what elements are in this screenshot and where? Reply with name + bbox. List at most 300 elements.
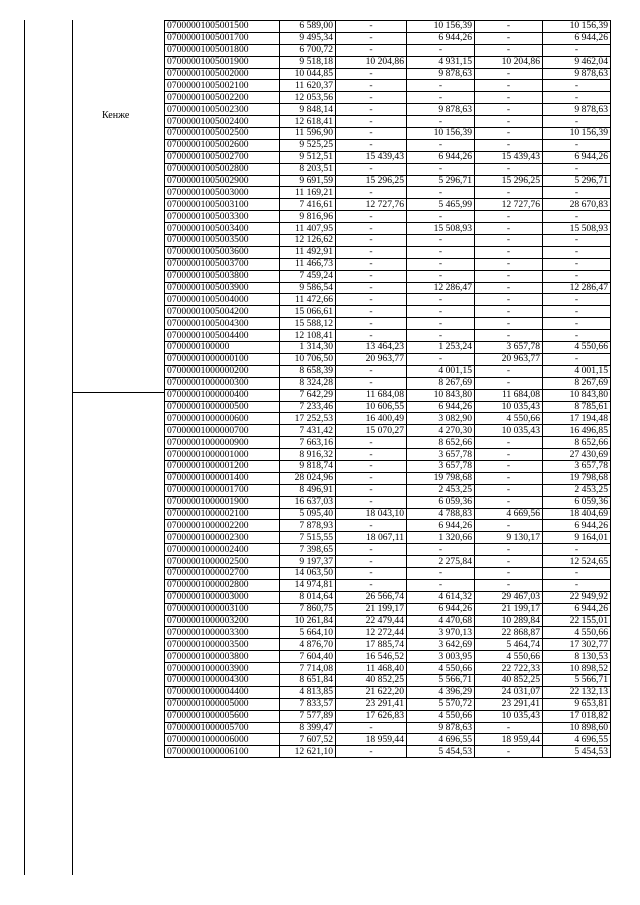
value-cell: - xyxy=(336,318,407,330)
value-cell: 1 314,30 xyxy=(280,342,336,354)
value-cell: 8 785,61 xyxy=(543,401,611,413)
value-cell: 8 014,64 xyxy=(280,591,336,603)
value-cell: - xyxy=(407,294,475,306)
value-cell: - xyxy=(407,163,475,175)
value-cell: 7 577,89 xyxy=(280,710,336,722)
value-cell: - xyxy=(336,139,407,151)
row-code-cell: 07000001005002500 xyxy=(165,128,280,140)
row-code-cell: 07000001000000700 xyxy=(165,425,280,437)
value-cell: 5 664,10 xyxy=(280,627,336,639)
value-cell: - xyxy=(407,258,475,270)
table-row xyxy=(165,116,611,128)
value-cell: - xyxy=(475,246,543,258)
value-cell: 9 691,59 xyxy=(280,175,336,187)
value-cell: 16 496,85 xyxy=(543,425,611,437)
value-cell: - xyxy=(336,163,407,175)
value-cell: 15 439,43 xyxy=(336,151,407,163)
data-table-body xyxy=(165,21,611,758)
value-cell: - xyxy=(475,318,543,330)
value-cell: - xyxy=(475,21,543,33)
value-cell: 4 270,30 xyxy=(407,425,475,437)
value-cell: 4 550,66 xyxy=(543,342,611,354)
value-cell: - xyxy=(336,187,407,199)
table-row xyxy=(165,187,611,199)
value-cell: 15 296,25 xyxy=(475,175,543,187)
table-row xyxy=(165,294,611,306)
value-cell: 6 059,36 xyxy=(543,496,611,508)
value-cell: 15 066,61 xyxy=(280,306,336,318)
table-row xyxy=(165,520,611,532)
table-row xyxy=(165,425,611,437)
value-cell: - xyxy=(336,258,407,270)
value-cell: - xyxy=(475,722,543,734)
value-cell: 12 053,56 xyxy=(280,92,336,104)
value-cell: 8 916,32 xyxy=(280,449,336,461)
value-cell: 9 164,01 xyxy=(543,532,611,544)
row-code-cell: 07000001005003800 xyxy=(165,270,280,282)
value-cell: 7 515,55 xyxy=(280,532,336,544)
value-cell: - xyxy=(336,128,407,140)
table-row xyxy=(165,223,611,235)
value-cell: - xyxy=(336,365,407,377)
value-cell: - xyxy=(407,579,475,591)
row-code-cell: 07000001000005000 xyxy=(165,698,280,710)
value-cell: - xyxy=(336,223,407,235)
value-cell: 9 878,63 xyxy=(543,104,611,116)
value-cell: 10 204,86 xyxy=(336,56,407,68)
value-cell: 16 400,49 xyxy=(336,413,407,425)
table-row xyxy=(165,175,611,187)
table-row xyxy=(165,389,611,401)
value-cell: - xyxy=(336,294,407,306)
value-cell: 8 203,51 xyxy=(280,163,336,175)
value-cell: 5 464,74 xyxy=(475,639,543,651)
value-cell: 10 843,80 xyxy=(407,389,475,401)
value-cell: 18 959,44 xyxy=(475,734,543,746)
value-cell: 15 296,25 xyxy=(336,175,407,187)
table-row xyxy=(165,80,611,92)
value-cell: 7 431,42 xyxy=(280,425,336,437)
value-cell: - xyxy=(407,44,475,56)
table-row xyxy=(165,698,611,710)
value-cell: - xyxy=(336,484,407,496)
value-cell: 9 525,25 xyxy=(280,139,336,151)
data-table xyxy=(164,20,611,758)
value-cell: - xyxy=(475,579,543,591)
value-cell: - xyxy=(543,211,611,223)
table-row xyxy=(165,663,611,675)
value-cell: - xyxy=(543,163,611,175)
value-cell: 3 657,78 xyxy=(475,342,543,354)
value-cell: 8 651,84 xyxy=(280,674,336,686)
row-code-cell: 07000001000006100 xyxy=(165,746,280,758)
value-cell: 8 267,69 xyxy=(543,377,611,389)
row-code-cell: 07000001000003800 xyxy=(165,651,280,663)
value-cell: 12 126,62 xyxy=(280,235,336,247)
value-cell: - xyxy=(407,353,475,365)
row-code-cell: 07000001000001900 xyxy=(165,496,280,508)
table-row xyxy=(165,556,611,568)
table-row xyxy=(165,674,611,686)
value-cell: 5 454,53 xyxy=(543,746,611,758)
row-code-cell: 07000001005001700 xyxy=(165,32,280,44)
value-cell: 17 018,82 xyxy=(543,710,611,722)
row-code-cell: 07000001000001200 xyxy=(165,460,280,472)
table-row xyxy=(165,21,611,33)
value-cell: 28 670,83 xyxy=(543,199,611,211)
value-cell: - xyxy=(336,449,407,461)
section-label: Кенже xyxy=(102,110,130,121)
value-cell: - xyxy=(543,258,611,270)
value-cell: - xyxy=(336,496,407,508)
value-cell: - xyxy=(407,235,475,247)
row-code-cell: 07000001005004400 xyxy=(165,330,280,342)
value-cell: - xyxy=(543,353,611,365)
value-cell: 10 843,80 xyxy=(543,389,611,401)
value-cell: - xyxy=(475,520,543,532)
value-cell: - xyxy=(475,496,543,508)
value-cell: 23 291,41 xyxy=(336,698,407,710)
value-cell: - xyxy=(407,330,475,342)
value-cell: 4 931,15 xyxy=(407,56,475,68)
value-cell: 4 470,68 xyxy=(407,615,475,627)
value-cell: 16 546,52 xyxy=(336,651,407,663)
value-cell: 11 492,91 xyxy=(280,246,336,258)
value-cell: 4 696,55 xyxy=(407,734,475,746)
value-cell: 1 253,24 xyxy=(407,342,475,354)
value-cell: 12 524,65 xyxy=(543,556,611,568)
row-code-cell: 07000001000002100 xyxy=(165,508,280,520)
table-row xyxy=(165,508,611,520)
value-cell: 7 663,16 xyxy=(280,437,336,449)
value-cell: - xyxy=(475,270,543,282)
value-cell: - xyxy=(475,472,543,484)
value-cell: 4 550,66 xyxy=(543,627,611,639)
value-cell: 9 512,51 xyxy=(280,151,336,163)
value-cell: 18 404,69 xyxy=(543,508,611,520)
value-cell: - xyxy=(407,246,475,258)
value-cell: 27 430,69 xyxy=(543,449,611,461)
value-cell: - xyxy=(475,32,543,44)
table-row xyxy=(165,460,611,472)
value-cell: - xyxy=(475,377,543,389)
row-code-cell: 07000001000002800 xyxy=(165,579,280,591)
value-cell: - xyxy=(407,544,475,556)
row-code-cell: 0700000100000 xyxy=(165,342,280,354)
value-cell: 4 550,66 xyxy=(407,710,475,722)
value-cell: - xyxy=(543,579,611,591)
row-code-cell: 07000001005002900 xyxy=(165,175,280,187)
value-cell: - xyxy=(336,116,407,128)
value-cell: 10 044,85 xyxy=(280,68,336,80)
value-cell: 22 868,87 xyxy=(475,627,543,639)
value-cell: - xyxy=(407,567,475,579)
value-cell: 8 324,28 xyxy=(280,377,336,389)
row-code-cell: 07000001000000100 xyxy=(165,353,280,365)
value-cell: 6 944,26 xyxy=(407,151,475,163)
value-cell: - xyxy=(336,330,407,342)
value-cell: - xyxy=(336,520,407,532)
value-cell: - xyxy=(336,567,407,579)
value-cell: 4 396,29 xyxy=(407,686,475,698)
value-cell: 5 454,53 xyxy=(407,746,475,758)
value-cell: 9 878,63 xyxy=(407,104,475,116)
row-code-cell: 07000001005003100 xyxy=(165,199,280,211)
table-row xyxy=(165,449,611,461)
value-cell: 10 898,52 xyxy=(543,663,611,675)
table-row xyxy=(165,139,611,151)
row-code-cell: 07000001000002300 xyxy=(165,532,280,544)
value-cell: 9 653,81 xyxy=(543,698,611,710)
value-cell: 10 035,43 xyxy=(475,710,543,722)
value-cell: 11 684,08 xyxy=(475,389,543,401)
table-row xyxy=(165,710,611,722)
table-row xyxy=(165,365,611,377)
row-code-cell: 07000001005004300 xyxy=(165,318,280,330)
value-cell: 7 416,61 xyxy=(280,199,336,211)
value-cell: 2 275,84 xyxy=(407,556,475,568)
value-cell: 18 067,11 xyxy=(336,532,407,544)
value-cell: 17 626,83 xyxy=(336,710,407,722)
value-cell: - xyxy=(336,306,407,318)
row-code-cell: 07000001000003000 xyxy=(165,591,280,603)
value-cell: 22 722,33 xyxy=(475,663,543,675)
row-code-cell: 07000001005003900 xyxy=(165,282,280,294)
value-cell: - xyxy=(475,92,543,104)
value-cell: - xyxy=(475,187,543,199)
row-code-cell: 07000001000000600 xyxy=(165,413,280,425)
row-code-cell: 07000001005002100 xyxy=(165,80,280,92)
table-row xyxy=(165,734,611,746)
table-row xyxy=(165,151,611,163)
value-cell: 6 944,26 xyxy=(407,32,475,44)
table-row xyxy=(165,235,611,247)
row-code-cell: 07000001005002400 xyxy=(165,116,280,128)
table-row xyxy=(165,484,611,496)
row-code-cell: 07000001005001500 xyxy=(165,21,280,33)
value-cell: - xyxy=(475,116,543,128)
row-code-cell: 07000001005001900 xyxy=(165,56,280,68)
value-cell: - xyxy=(475,223,543,235)
value-cell: 10 204,86 xyxy=(475,56,543,68)
value-cell: 12 286,47 xyxy=(543,282,611,294)
value-cell: 10 156,39 xyxy=(543,128,611,140)
value-cell: 21 199,17 xyxy=(336,603,407,615)
value-cell: 3 657,78 xyxy=(407,449,475,461)
value-cell: 6 944,26 xyxy=(543,151,611,163)
table-row xyxy=(165,496,611,508)
value-cell: 11 684,08 xyxy=(336,389,407,401)
value-cell: 10 706,50 xyxy=(280,353,336,365)
value-cell: - xyxy=(475,80,543,92)
value-cell: - xyxy=(407,139,475,151)
value-cell: - xyxy=(475,556,543,568)
value-cell: - xyxy=(475,139,543,151)
value-cell: - xyxy=(475,567,543,579)
value-cell: - xyxy=(543,246,611,258)
table-row xyxy=(165,246,611,258)
value-cell: 6 589,00 xyxy=(280,21,336,33)
row-code-cell: 07000001005002300 xyxy=(165,104,280,116)
value-cell: 9 816,96 xyxy=(280,211,336,223)
value-cell: 7 233,46 xyxy=(280,401,336,413)
table-row xyxy=(165,413,611,425)
value-cell: 16 637,03 xyxy=(280,496,336,508)
value-cell: 12 727,76 xyxy=(336,199,407,211)
value-cell: - xyxy=(336,282,407,294)
table-row xyxy=(165,639,611,651)
value-cell: 15 439,43 xyxy=(475,151,543,163)
value-cell: - xyxy=(475,437,543,449)
value-cell: - xyxy=(475,449,543,461)
row-code-cell: 07000001000000300 xyxy=(165,377,280,389)
value-cell: 7 459,24 xyxy=(280,270,336,282)
value-cell: 4 550,66 xyxy=(475,413,543,425)
value-cell: 8 399,47 xyxy=(280,722,336,734)
value-cell: 3 657,78 xyxy=(407,460,475,472)
value-cell: 20 963,77 xyxy=(336,353,407,365)
value-cell: 28 024,96 xyxy=(280,472,336,484)
value-cell: 15 588,12 xyxy=(280,318,336,330)
table-row xyxy=(165,258,611,270)
value-cell: 22 479,44 xyxy=(336,615,407,627)
table-row xyxy=(165,199,611,211)
table-row xyxy=(165,318,611,330)
value-cell: - xyxy=(336,68,407,80)
table-row xyxy=(165,92,611,104)
value-cell: 19 798,68 xyxy=(407,472,475,484)
value-cell: - xyxy=(543,306,611,318)
value-cell: - xyxy=(543,270,611,282)
table-row xyxy=(165,437,611,449)
row-code-cell: 07000001005002600 xyxy=(165,139,280,151)
value-cell: - xyxy=(336,246,407,258)
table-row xyxy=(165,603,611,615)
value-cell: - xyxy=(336,80,407,92)
value-cell: 22 132,13 xyxy=(543,686,611,698)
value-cell: 29 467,03 xyxy=(475,591,543,603)
value-cell: 4 669,56 xyxy=(475,508,543,520)
value-cell: 19 798,68 xyxy=(543,472,611,484)
value-cell: 9 586,54 xyxy=(280,282,336,294)
value-cell: 7 604,40 xyxy=(280,651,336,663)
value-cell: 7 642,29 xyxy=(280,389,336,401)
value-cell: - xyxy=(475,68,543,80)
value-cell: 12 108,41 xyxy=(280,330,336,342)
value-cell: - xyxy=(336,21,407,33)
value-cell: - xyxy=(543,294,611,306)
value-cell: - xyxy=(407,270,475,282)
value-cell: 4 614,32 xyxy=(407,591,475,603)
table-row xyxy=(165,544,611,556)
value-cell: 6 059,36 xyxy=(407,496,475,508)
value-cell: - xyxy=(543,544,611,556)
value-cell: - xyxy=(336,746,407,758)
value-cell: 6 944,26 xyxy=(407,520,475,532)
value-cell: 4 001,15 xyxy=(543,365,611,377)
value-cell: - xyxy=(336,235,407,247)
value-cell: 21 199,17 xyxy=(475,603,543,615)
value-cell: - xyxy=(475,235,543,247)
row-code-cell: 07000001005003600 xyxy=(165,246,280,258)
table-row xyxy=(165,472,611,484)
value-cell: 21 622,20 xyxy=(336,686,407,698)
table-row xyxy=(165,342,611,354)
value-cell: - xyxy=(475,128,543,140)
value-cell: 6 944,26 xyxy=(543,603,611,615)
value-cell: - xyxy=(407,92,475,104)
table-row xyxy=(165,686,611,698)
value-cell: - xyxy=(336,377,407,389)
row-code-cell: 07000001000000900 xyxy=(165,437,280,449)
value-cell: 11 472,66 xyxy=(280,294,336,306)
value-cell: 23 291,41 xyxy=(475,698,543,710)
value-cell: - xyxy=(543,187,611,199)
value-cell: - xyxy=(543,318,611,330)
group-column-line xyxy=(72,20,73,875)
value-cell: 4 876,70 xyxy=(280,639,336,651)
value-cell: - xyxy=(475,330,543,342)
row-code-cell: 07000001005003300 xyxy=(165,211,280,223)
value-cell: 4 788,83 xyxy=(407,508,475,520)
value-cell: 9 495,34 xyxy=(280,32,336,44)
value-cell: 12 727,76 xyxy=(475,199,543,211)
row-code-cell: 07000001000004400 xyxy=(165,686,280,698)
value-cell: 8 267,69 xyxy=(407,377,475,389)
value-cell: - xyxy=(407,116,475,128)
row-code-cell: 07000001000002500 xyxy=(165,556,280,568)
table-row xyxy=(165,401,611,413)
value-cell: 3 642,69 xyxy=(407,639,475,651)
value-cell: 6 944,26 xyxy=(543,520,611,532)
value-cell: 14 063,50 xyxy=(280,567,336,579)
value-cell: 12 272,44 xyxy=(336,627,407,639)
table-row xyxy=(165,44,611,56)
value-cell: - xyxy=(336,44,407,56)
value-cell: - xyxy=(475,460,543,472)
value-cell: - xyxy=(475,746,543,758)
value-cell: 11 407,95 xyxy=(280,223,336,235)
value-cell: - xyxy=(336,104,407,116)
row-code-cell: 07000001005003400 xyxy=(165,223,280,235)
value-cell: 6 944,26 xyxy=(543,32,611,44)
value-cell: 5 095,40 xyxy=(280,508,336,520)
row-code-cell: 07000001005003000 xyxy=(165,187,280,199)
value-cell: - xyxy=(336,32,407,44)
value-cell: 9 197,37 xyxy=(280,556,336,568)
value-cell: - xyxy=(407,211,475,223)
value-cell: 10 035,43 xyxy=(475,425,543,437)
row-code-cell: 07000001000003300 xyxy=(165,627,280,639)
value-cell: 6 700,72 xyxy=(280,44,336,56)
table-row xyxy=(165,651,611,663)
row-code-cell: 07000001000003900 xyxy=(165,663,280,675)
value-cell: 7 878,93 xyxy=(280,520,336,532)
value-cell: 22 155,01 xyxy=(543,615,611,627)
value-cell: 11 596,90 xyxy=(280,128,336,140)
row-code-cell: 07000001000002200 xyxy=(165,520,280,532)
row-code-cell: 07000001000000500 xyxy=(165,401,280,413)
value-cell: - xyxy=(475,282,543,294)
value-cell: - xyxy=(475,544,543,556)
value-cell: - xyxy=(475,258,543,270)
value-cell: 8 496,91 xyxy=(280,484,336,496)
value-cell: - xyxy=(543,92,611,104)
table-row xyxy=(165,32,611,44)
row-code-cell: 07000001005004000 xyxy=(165,294,280,306)
table-row xyxy=(165,615,611,627)
value-cell: - xyxy=(543,330,611,342)
